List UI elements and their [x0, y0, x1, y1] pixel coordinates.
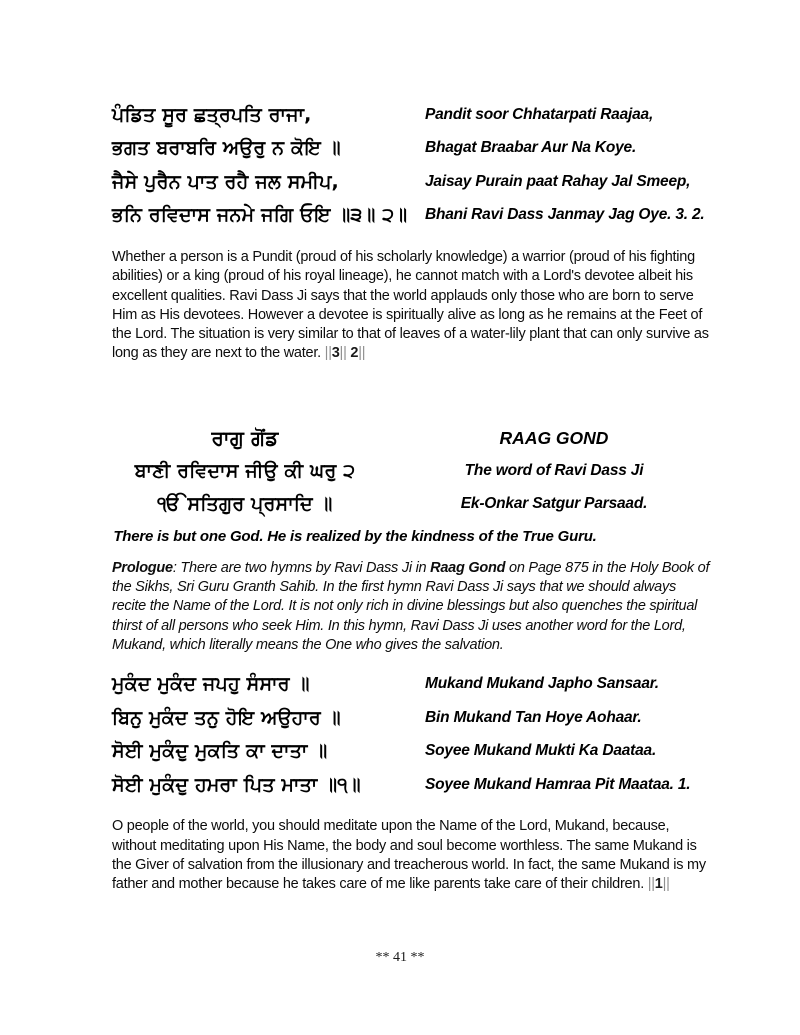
- transliteration-line: Bhagat Braabar Aur Na Koye.: [425, 139, 637, 157]
- translation-paragraph-2: O people of the world, you should meditate upon the Name of the Lord, Mukand, because, without meditating upon His Name, the body and soul become worthless. The same Mukand is the Giver of salvation from the illusionary and treacherous world. In fact, the same Mukand is my father and mother because he takes care of me like parents take care of their children. ||1||: [112, 818, 706, 893]
- section-header-raag-gond: [112, 422, 713, 545]
- section-title-row: [112, 422, 713, 455]
- bani-attribution-gurmukhi: ਬਾਣੀ ਰਵਿਦਾਸ ਜੀਉ ਕੀ ਘਰੁ ੨: [134, 460, 356, 483]
- gurmukhi-verse-line: ਸੋਈ ਮੁਕੰਦੁ ਮੁਕਤਿ ਕਾ ਦਾਤਾ ॥: [112, 740, 328, 763]
- transliteration-line: Pandit soor Chhatarpati Raajaa,: [425, 105, 654, 123]
- gurmukhi-verse-line: ਭਗਤ ਬਰਾਬਰਿ ਅਉਰੁ ਨ ਕੋਇ ॥: [112, 137, 341, 160]
- transliteration-line: Bhani Ravi Dass Janmay Jag Oye. 3. 2.: [425, 206, 705, 224]
- verse-block-2: [112, 667, 713, 801]
- section-subtitle-row: [112, 455, 713, 488]
- transliteration-line: Jaisay Purain paat Rahay Jal Smeep,: [425, 172, 691, 190]
- bani-attribution-english: The word of Ravi Dass Ji: [464, 462, 644, 480]
- gurmukhi-verse-line: ਭਨਿ ਰਵਿਦਾਸ ਜਨਮੇ ਜਗਿ ਓਇ ॥੩॥ ੨॥: [112, 204, 408, 227]
- ek-onkar-mantar-transliteration: Ek-Onkar Satgur Parsaad.: [460, 495, 648, 513]
- transliteration-line: Mukand Mukand Japho Sansaar.: [425, 675, 659, 693]
- gurmukhi-verse-line: ਪੰਡਿਤ ਸੂਰ ਛਤ੍ਰਪਤਿ ਰਾਜਾ,: [112, 103, 312, 126]
- ek-onkar-mantar-gurmukhi: ੴ ਸਤਿਗੁਰ ਪ੍ਰਸਾਦਿ ॥: [157, 493, 333, 516]
- gurmukhi-verse-line: ਜੈਸੇ ਪੁਰੈਨ ਪਾਤ ਰਹੈ ਜਲ ਸਮੀਪ,: [112, 170, 339, 193]
- transliteration-line: Soyee Mukand Hamraa Pit Maataa. 1.: [425, 775, 691, 793]
- mool-mantar-translation: There is but one God. He is realized by the kindness of the True Guru.: [113, 527, 597, 545]
- transliteration-line: Soyee Mukand Mukti Ka Daataa.: [425, 742, 657, 760]
- mool-mantar-row: [112, 488, 713, 521]
- transliteration-line: Bin Mukand Tan Hoye Aohaar.: [425, 708, 642, 726]
- page-number: ** 41 **: [375, 950, 425, 965]
- gurmukhi-verse-line: ਮੁਕੰਦ ਮੁਕੰਦ ਜਪਹੁ ਸੰਸਾਰ ॥: [112, 673, 310, 696]
- section-title-gurmukhi: ਰਾਗੁ ਗੋਂਡ: [211, 426, 279, 451]
- translation-paragraph-1: Whether a person is a Pundit (proud of his scholarly knowledge) a warrior (proud of his fighting abilities) or a king (proud of his royal lineage), he cannot match with a Lord's devotee albeit his excellent qualities. Ravi Dass Ji says that the world applauds only those who are born to serve Him as His devotees. However a devotee is spiritually alive as long as he remains at the Feet of the Lord. The situation is very similar to that of leaves of a water-lily plant that can only survive as long as they are next to the water. ||3|| 2||: [112, 249, 709, 362]
- section-title-english: RAAG GOND: [499, 427, 609, 448]
- prologue-paragraph: Prologue: There are two hymns by Ravi Dass Ji in Raag Gond on Page 875 in the Holy Book of the Sikhs, Sri Guru Granth Sahib. In the first hymn Ravi Dass Ji says that we should always recite the Name of the Lord. It is not only rich in divine blessings but also quenches the spiritual thirst of all persons who seek Him. In this hymn, Ravi Dass Ji uses another word for the Lord, Mukand, which literally means the One who gives the salvation.: [112, 559, 710, 653]
- gurmukhi-verse-line: ਸੋਈ ਮੁਕੰਦੁ ਹਮਰਾ ਪਿਤ ਮਾਤਾ ॥੧॥: [112, 773, 361, 796]
- verse-block-1: [112, 98, 713, 232]
- gurmukhi-verse-line: ਬਿਨੁ ਮੁਕੰਦ ਤਨੁ ਹੋਇ ਅਉਹਾਰ ॥: [112, 706, 341, 729]
